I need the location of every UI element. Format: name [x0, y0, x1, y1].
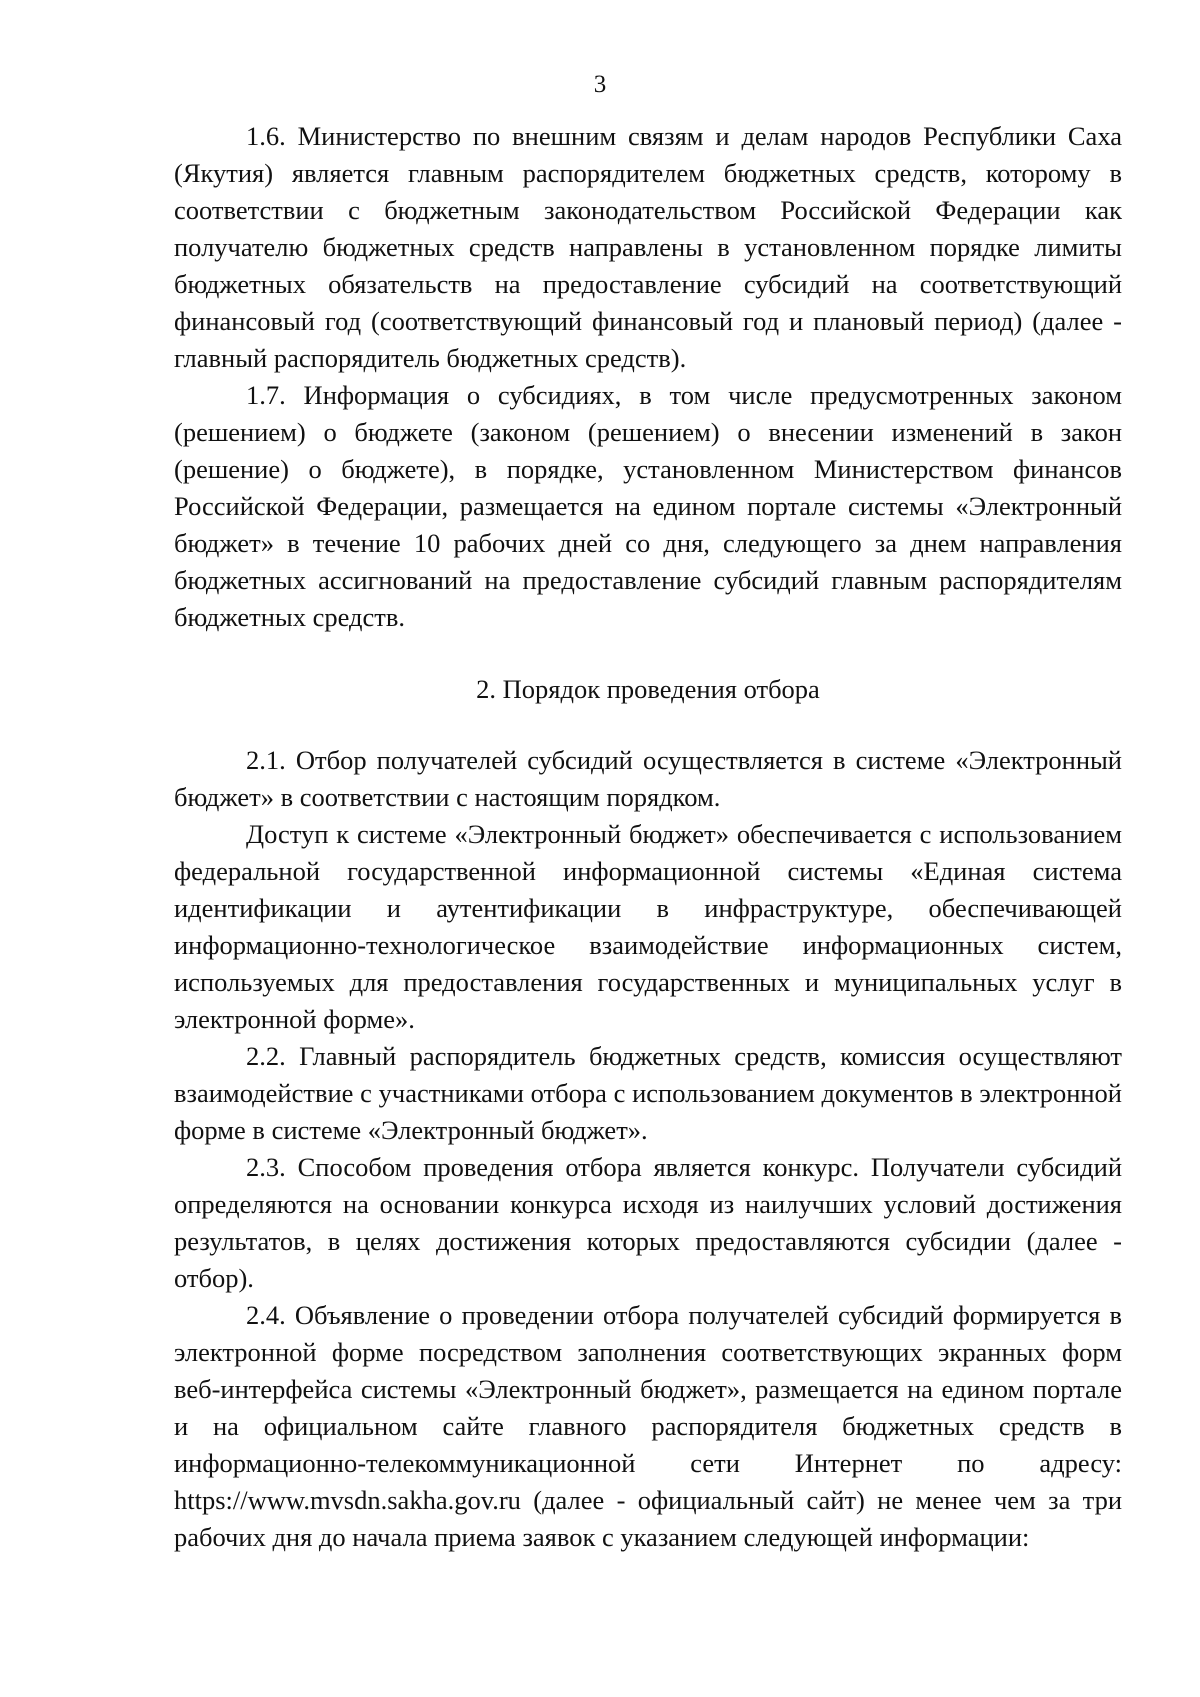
paragraph-1-6: 1.6. Министерство по внешним связям и делам народов Республики Саха (Якутия) является главным распорядителем бюджетных средств, которому в соответствии с бюджетным законодательством Российской Федерации как получателю бюджетных средств направлены в установленном порядке лимиты бюджетных обязательств на предоставление субсидий на соответствующий финансовый год (соответствующий финансовый год и плановый период) (далее - главный распорядитель бюджетных средств). — [174, 121, 1122, 373]
paragraph-2-3: 2.3. Способом проведения отбора является конкурс. Получатели субсидий определяются на основании конкурса исходя из наилучших условий достижения результатов, в целях достижения которых предоставляются субсидии (далее - отбор). — [174, 1152, 1122, 1293]
paragraph-2-4-text-start: 2.4. Объявление о проведении отбора получателей субсидий формируется в электронной форме посредством заполнения соответствующих экранных форм веб-интерфейса системы «Электронный бюджет», размещается на едином портале и на официальном сайте главного распорядителя бюджетных средств в информационно-телекоммуникационной сети Интернет по адресу: — [174, 1300, 1122, 1478]
document-body — [174, 118, 1122, 1556]
official-site-url: https://www.mvsdn.sakha.gov.ru — [174, 1485, 521, 1515]
paragraph-2-1: 2.1. Отбор получателей субсидий осуществляется в системе «Электронный бюджет» в соответствии с настоящим порядком. — [174, 745, 1122, 812]
paragraph-access: Доступ к системе «Электронный бюджет» обеспечивается с использованием федеральной государственной информационной системы «Единая система идентификации и аутентификации в инфраструктуре, обеспечивающей информационно-технологическое взаимодействие информационных систем, используемых для предоставления государственных и муниципальных услуг в электронной форме». — [174, 819, 1122, 1034]
paragraph-2-4-text-end: (далее - официальный сайт) не менее чем за три рабочих дня до начала приема заявок с указанием следующей информации: — [174, 1485, 1122, 1552]
paragraph-1-7: 1.7. Информация о субсидиях, в том числе предусмотренных законом (решением) о бюджете (законом (решением) о внесении изменений в закон (решение) о бюджете), в порядке, установленном Министерством финансов Российской Федерации, размещается на едином портале системы «Электронный бюджет» в течение 10 рабочих дней со дня, следующего за днем направления бюджетных ассигнований на предоставление субсидий главным распорядителям бюджетных средств. — [174, 380, 1122, 632]
paragraph-2-4 — [174, 1297, 1122, 1556]
page-number: 3 — [593, 71, 607, 98]
paragraph-2-2: 2.2. Главный распорядитель бюджетных средств, комиссия осуществляют взаимодействие с участниками отбора с использованием документов в электронной форме в системе «Электронный бюджет». — [174, 1041, 1122, 1145]
section-heading: 2. Порядок проведения отбора — [476, 674, 820, 704]
